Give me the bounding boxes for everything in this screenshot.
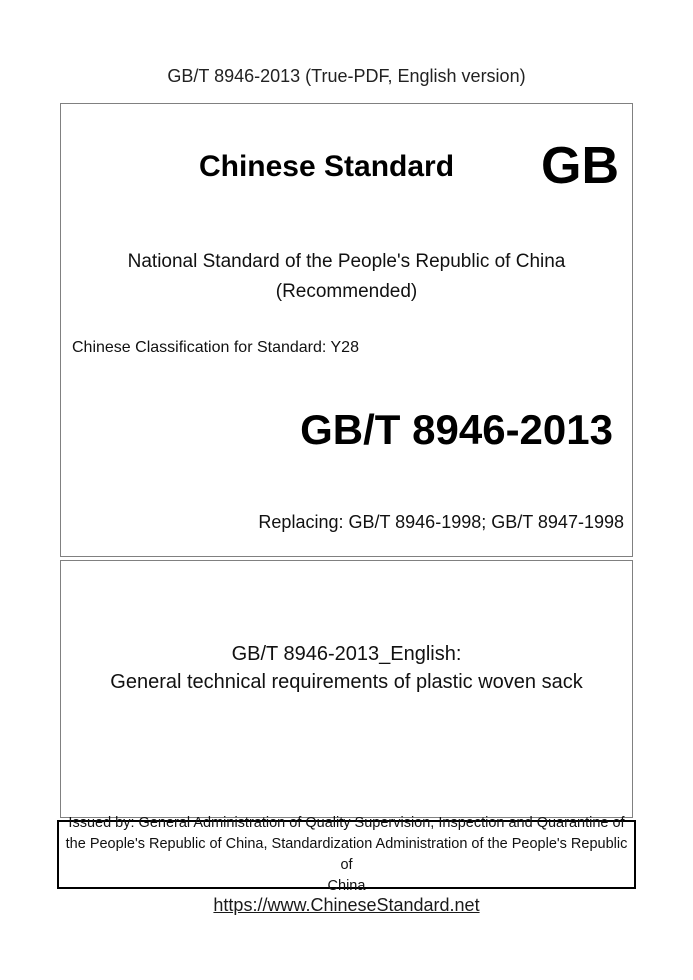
- issued-by-line: China: [327, 877, 366, 894]
- footer-link[interactable]: https://www.ChineseStandard.net: [213, 895, 480, 915]
- brand-title: Chinese Standard: [198, 150, 455, 183]
- standard-number: GB/T 8946-2013: [300, 406, 613, 453]
- english-title-line1: GB/T 8946-2013_English:: [231, 643, 462, 665]
- english-title: [61, 640, 632, 696]
- issued-by-line: Issued by: General Administration of Quality Supervision, Inspection and Quarantine of: [68, 814, 625, 831]
- replacing-text: Replacing: GB/T 8946-1998; GB/T 8947-1998: [258, 512, 624, 532]
- issued-by-line: the People's Republic of China, Standardization Administration of the People's Republic of: [65, 835, 628, 873]
- issued-by-box: [57, 814, 636, 894]
- national-standard-block: [61, 247, 632, 307]
- recommended-line: (Recommended): [275, 281, 418, 302]
- page-header-title: GB/T 8946-2013 (True-PDF, English version): [167, 66, 526, 86]
- classification-text: Chinese Classification for Standard: Y28: [72, 339, 359, 356]
- cover-top-box: [60, 103, 633, 557]
- gb-logo: GB: [541, 137, 619, 195]
- english-title-line2: General technical requirements of plastic woven sack: [110, 671, 583, 693]
- national-standard-line: National Standard of the People's Republic of China: [127, 251, 566, 272]
- page-footer: [0, 895, 693, 916]
- brand-row: [61, 137, 632, 195]
- english-title-box: [60, 560, 633, 818]
